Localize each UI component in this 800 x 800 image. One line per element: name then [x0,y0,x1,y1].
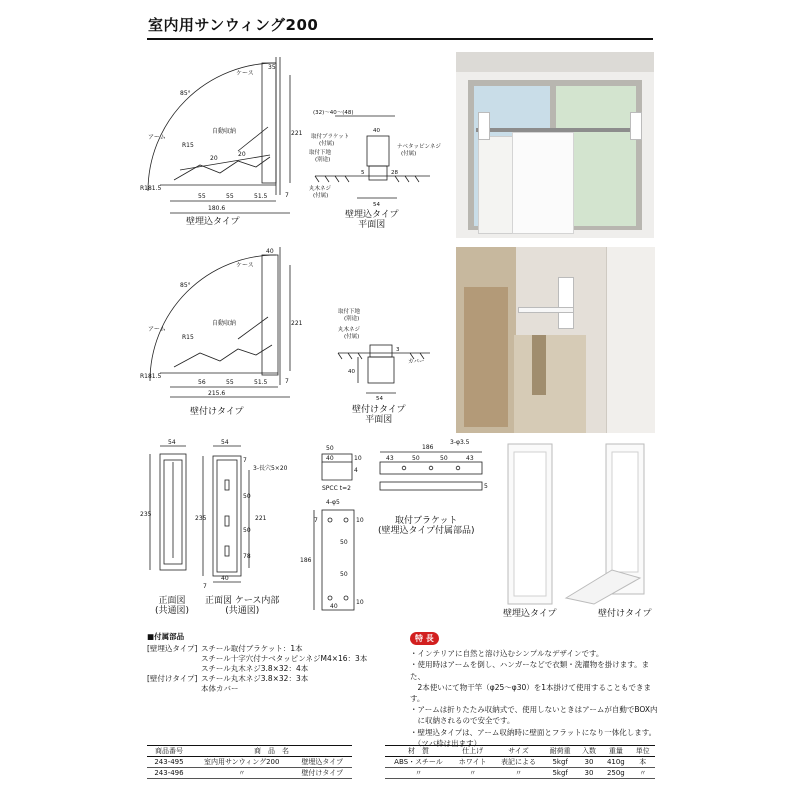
table-header: 重量 [601,746,630,757]
label-40: 40 [326,455,334,462]
product-table [147,745,352,779]
label-5: 5 [361,170,365,176]
label-10b: 10 [356,517,364,524]
label-50a: 50 [243,493,251,500]
label-shita: 取付下地 [338,309,361,315]
table-header: 耐荷重 [544,746,577,757]
label-10c: 10 [356,599,364,606]
label-bracket-sub: (付属) [319,141,335,147]
label-186: 186 [422,444,434,451]
wall-plan-drawing [330,305,440,400]
table-header: 仕上げ [452,746,493,757]
label-50b: 50 [340,571,348,578]
label-40: 40 [266,248,274,255]
accessory-row: [壁埋込タイプ] スチール取付ブラケット：1本 [147,644,303,653]
label-5: 5 [484,483,488,490]
label-20b: 20 [238,151,246,158]
table-header: 材 質 [385,746,452,757]
table-header: サイズ [493,746,543,757]
label-maru-sub: (付属) [344,334,360,340]
label-85: 85° [180,282,191,289]
label-shita-sub: (別途) [344,316,360,322]
table-header: 入数 [577,746,602,757]
label-50b: 50 [243,527,251,534]
accessory-row: 本体カバー [201,684,239,693]
caption-product-wall: 壁付けタイプ [598,609,652,619]
caption-d5: 正面図 (共通図) [155,596,190,616]
accessory-row: スチール丸木ネジ3.8×32：4本 [201,664,309,673]
label-50b: 50 [440,455,448,462]
label-7b: 7 [203,583,207,590]
embed-side-drawing [140,55,303,225]
caption-d1: 壁埋込タイプ [186,217,240,227]
table-row: 〃 〃 〃 5kgf 30 250g 〃 [385,768,655,779]
case-interior-drawing [195,440,305,590]
caption-product-embed: 壁埋込タイプ [503,609,557,619]
label-4: 4 [354,467,358,474]
label-20a: 20 [210,155,218,162]
caption-d6: 正面図 ケース内部 (共通図) [205,596,280,616]
feature-line: ・使用時はアームを倒し、ハンガーなどで衣類・洗濯物を掛けます。また、 [410,660,650,681]
table-row: ABS・スチール ホワイト 表記による 5kgf 30 410g 本 [385,757,655,768]
label-215: 215.6 [208,390,226,397]
label-7: 7 [285,378,289,385]
table-header: 商 品 名 [191,746,352,757]
caption-d4: 壁付けタイプ 平面図 [352,405,406,425]
label-55a: 55 [198,193,206,200]
cover-drawing [300,440,380,615]
label-180: 180.6 [208,205,226,212]
label-shita-sub: (別途) [315,157,331,163]
feature-line: ・アームは折りたたみ収納式で、使用しないときはアームが自動でBOX内 [410,705,658,715]
label-43b: 43 [466,455,474,462]
table-row: 243-495 室内用サンウィング200 壁埋込タイプ [147,757,352,768]
label-235: 235 [140,511,152,518]
feature-line: ・壁埋込タイプは、アーム収納時に壁面とフラットになり一体化します。 [410,727,657,737]
label-40: 40 [221,575,229,582]
label-40b: 40 [330,603,338,610]
caption-d8: 取付ブラケット (壁埋込タイプ付属部品) [378,516,475,536]
label-case: ケース [236,70,254,77]
label-40: 40 [348,369,355,375]
label-54: 54 [373,202,380,208]
label-221: 221 [255,515,267,522]
title-rule [147,38,653,40]
label-54: 54 [221,439,229,446]
page-title: 室内用サンウィング200 [148,16,319,34]
label-case: ケース [236,262,254,269]
accessories-heading: ■付属部品 [147,632,185,641]
label-10: 10 [354,455,362,462]
label-maru-sub: (付属) [313,193,329,199]
label-55b: 55 [226,193,234,200]
label-auto: 自動収納 [212,320,237,327]
features-block [410,632,660,749]
label-maru: 丸木ネジ [309,186,332,192]
caption-d2: 壁埋込タイプ 平面図 [345,210,399,230]
bracket-drawing [370,440,500,515]
feature-line: （ツバ枠は出ます） [410,738,482,748]
label-holes: 3-φ3.5 [450,439,470,446]
caption-d3: 壁付けタイプ [190,407,244,417]
label-r181: R181.5 [140,373,162,380]
label-holes: 4-φ5 [326,499,340,506]
label-56: 56 [198,379,206,386]
accessory-row: [壁付けタイプ] スチール丸木ネジ3.8×32：3本 [147,674,309,683]
feature-line: に収納されるので安全です。 [410,716,515,726]
label-50: 50 [326,445,334,452]
label-54: 54 [168,439,176,446]
label-186: 186 [300,557,312,564]
label-50a: 50 [412,455,420,462]
label-221: 221 [291,130,303,137]
product-embed-image [500,438,560,608]
features-badge: 特 長 [410,632,439,645]
label-85: 85° [180,90,191,97]
label-28: 28 [391,170,398,176]
label-50a: 50 [340,539,348,546]
label-235: 235 [195,515,207,522]
spec-table [385,745,655,779]
wall-side-drawing [140,245,303,410]
label-dim: (32)〜40〜(48) [313,110,354,116]
table-header: 単位 [630,746,655,757]
label-r181: R181.5 [140,185,162,192]
label-cover: カバー [408,359,425,365]
label-78: 78 [243,553,251,560]
photo-wall-jacket [456,247,654,433]
label-55: 55 [226,379,234,386]
label-nabe: ナベタッピンネジ [397,144,441,150]
label-r15: R15 [182,334,194,341]
label-slot: 3-長穴5×20 [253,465,288,472]
product-wall-image [560,438,660,608]
label-51: 51.5 [254,379,268,386]
label-arm: アーム [148,134,166,141]
accessories-block [147,632,367,694]
label-r15: R15 [182,142,194,149]
label-bracket: 取付ブラケット [311,134,350,140]
label-35: 35 [268,64,276,71]
accessory-row: スチール十字穴付ナベタッピンネジM4×16：3本 [201,654,368,663]
label-43a: 43 [386,455,394,462]
label-54: 54 [376,396,383,402]
label-7: 7 [314,517,318,524]
label-spcc: SPCC t=2 [322,485,351,492]
label-arm: アーム [148,326,166,333]
embed-plan-drawing [305,108,445,208]
label-3: 3 [396,347,400,353]
label-51: 51.5 [254,193,268,200]
photo-window-shirts [456,52,654,238]
table-header: 商品番号 [147,746,191,757]
label-maru: 丸木ネジ [338,327,361,333]
table-row: 243-496 〃 壁付けタイプ [147,768,352,779]
label-shita: 取付下地 [309,150,332,156]
label-nabe-sub: (付属) [401,151,417,157]
label-auto: 自動収納 [212,128,237,135]
feature-line: ・インテリアに自然と溶け込むシンプルなデザインです。 [410,649,604,659]
label-40: 40 [373,128,380,134]
label-7: 7 [285,192,289,199]
front-view-drawing [140,440,200,590]
feature-line: 2本使いにて物干竿（φ25〜φ30）を1本掛けて使用することもできます。 [410,682,652,704]
label-221: 221 [291,320,303,327]
label-7: 7 [243,457,247,464]
